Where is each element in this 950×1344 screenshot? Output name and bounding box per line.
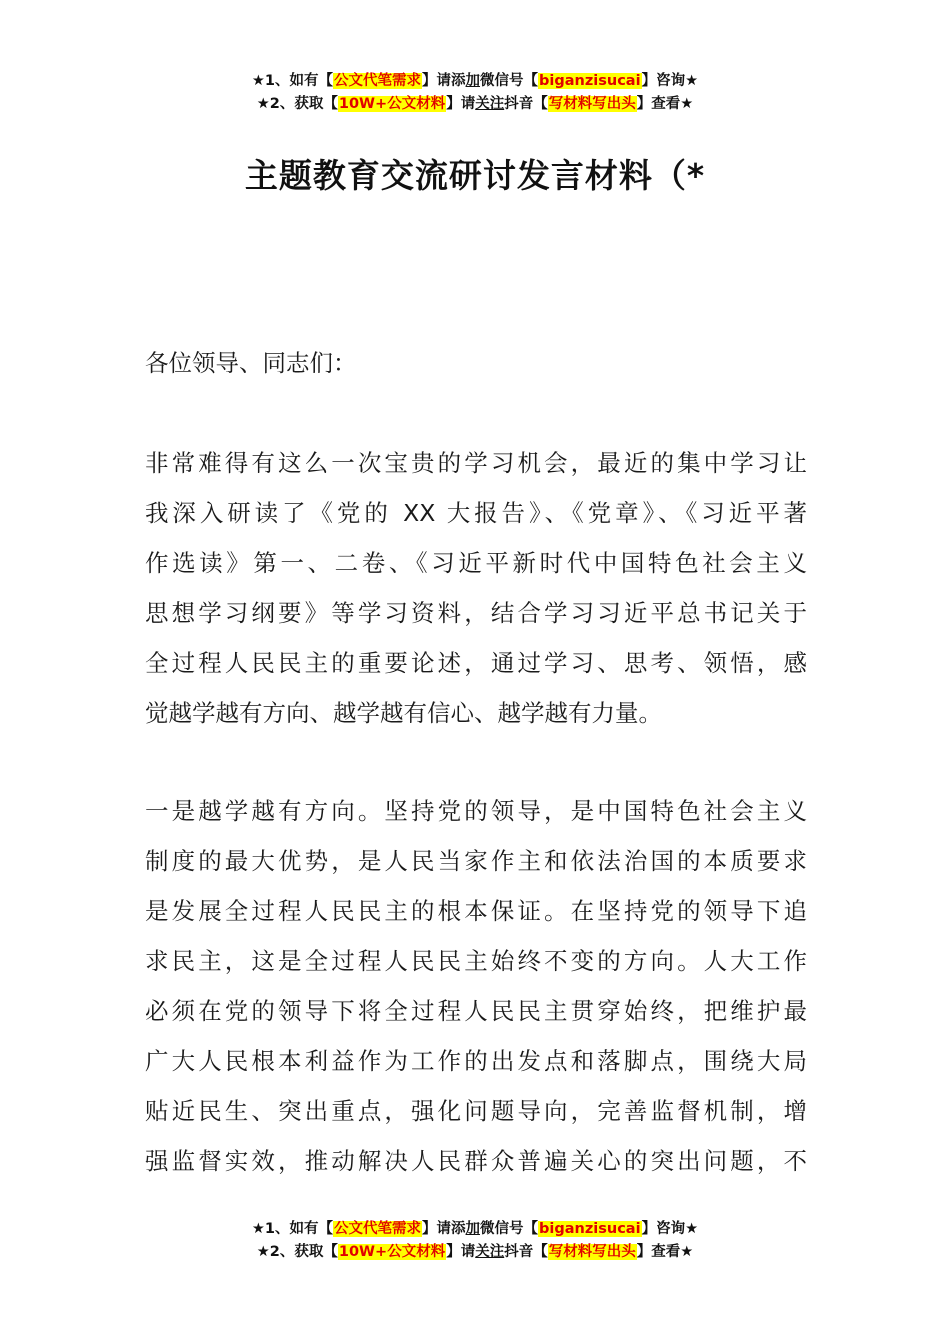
materials-highlight: 10W+公文材料 [338, 1244, 446, 1260]
banner-line-2: ★2、获取【10W+公文材料】请关注抖音【写材料写出头】查看★ [256, 1244, 694, 1260]
text-line: 觉越学越有方向、越学越有信心、越学越有力量。 [145, 699, 662, 727]
wechat-id-highlight: biganzisucai [539, 1221, 641, 1237]
paragraph-intro [145, 438, 807, 738]
text-line: 必须在党的领导下将全过程人民民主贯穿始终，把维护最 [145, 997, 807, 1025]
banner-line-2: ★2、获取【10W+公文材料】请关注抖音【写材料写出头】查看★ [256, 96, 694, 112]
text-line: 思想学习纲要》等学习资料，结合学习习近平总书记关于 [145, 599, 807, 627]
salutation: 各位领导、同志们： [145, 349, 357, 377]
text-line: 非常难得有这么一次宝贵的学习机会，最近的集中学习让 [145, 449, 807, 477]
banner-line-1: ★1、如有【公文代笔需求】请添加微信号【biganzisucai】咨询★ [251, 73, 699, 89]
ghostwriting-highlight: 公文代笔需求 [334, 73, 422, 89]
materials-highlight: 10W+公文材料 [338, 96, 446, 112]
text-line: 制度的最大优势，是人民当家作主和依法治国的本质要求 [145, 847, 807, 875]
document-title: 主题教育交流研讨发言材料（* [244, 156, 706, 195]
header-banner [0, 70, 950, 116]
text-line: 强监督实效，推动解决人民群众普遍关心的突出问题，不 [145, 1147, 807, 1175]
paragraph-direction [145, 786, 807, 1186]
text-line: 广大人民根本利益作为工作的出发点和落脚点，围绕大局 [145, 1047, 807, 1075]
text-line: 是发展全过程人民民主的根本保证。在坚持党的领导下追 [145, 897, 807, 925]
text-line: 求民主，这是全过程人民民主始终不变的方向。人大工作 [145, 947, 807, 975]
douyin-account-highlight: 写材料写出头 [548, 96, 636, 112]
text-line: 全过程人民民主的重要论述，通过学习、思考、领悟，感 [145, 649, 807, 677]
footer-banner [0, 1218, 950, 1264]
text-line: 我深入研读了《党的 XX 大报告》、《党章》、《习近平著 [145, 499, 807, 527]
ghostwriting-highlight: 公文代笔需求 [334, 1221, 422, 1237]
banner-line-1: ★1、如有【公文代笔需求】请添加微信号【biganzisucai】咨询★ [251, 1221, 699, 1237]
douyin-account-highlight: 写材料写出头 [548, 1244, 636, 1260]
text-line: 贴近民生、突出重点，强化问题导向，完善监督机制，增 [145, 1097, 807, 1125]
text-line: 作选读》第一、二卷、《习近平新时代中国特色社会主义 [145, 549, 807, 577]
wechat-id-highlight: biganzisucai [539, 73, 641, 89]
text-line: 一是越学越有方向。坚持党的领导，是中国特色社会主义 [145, 797, 807, 825]
